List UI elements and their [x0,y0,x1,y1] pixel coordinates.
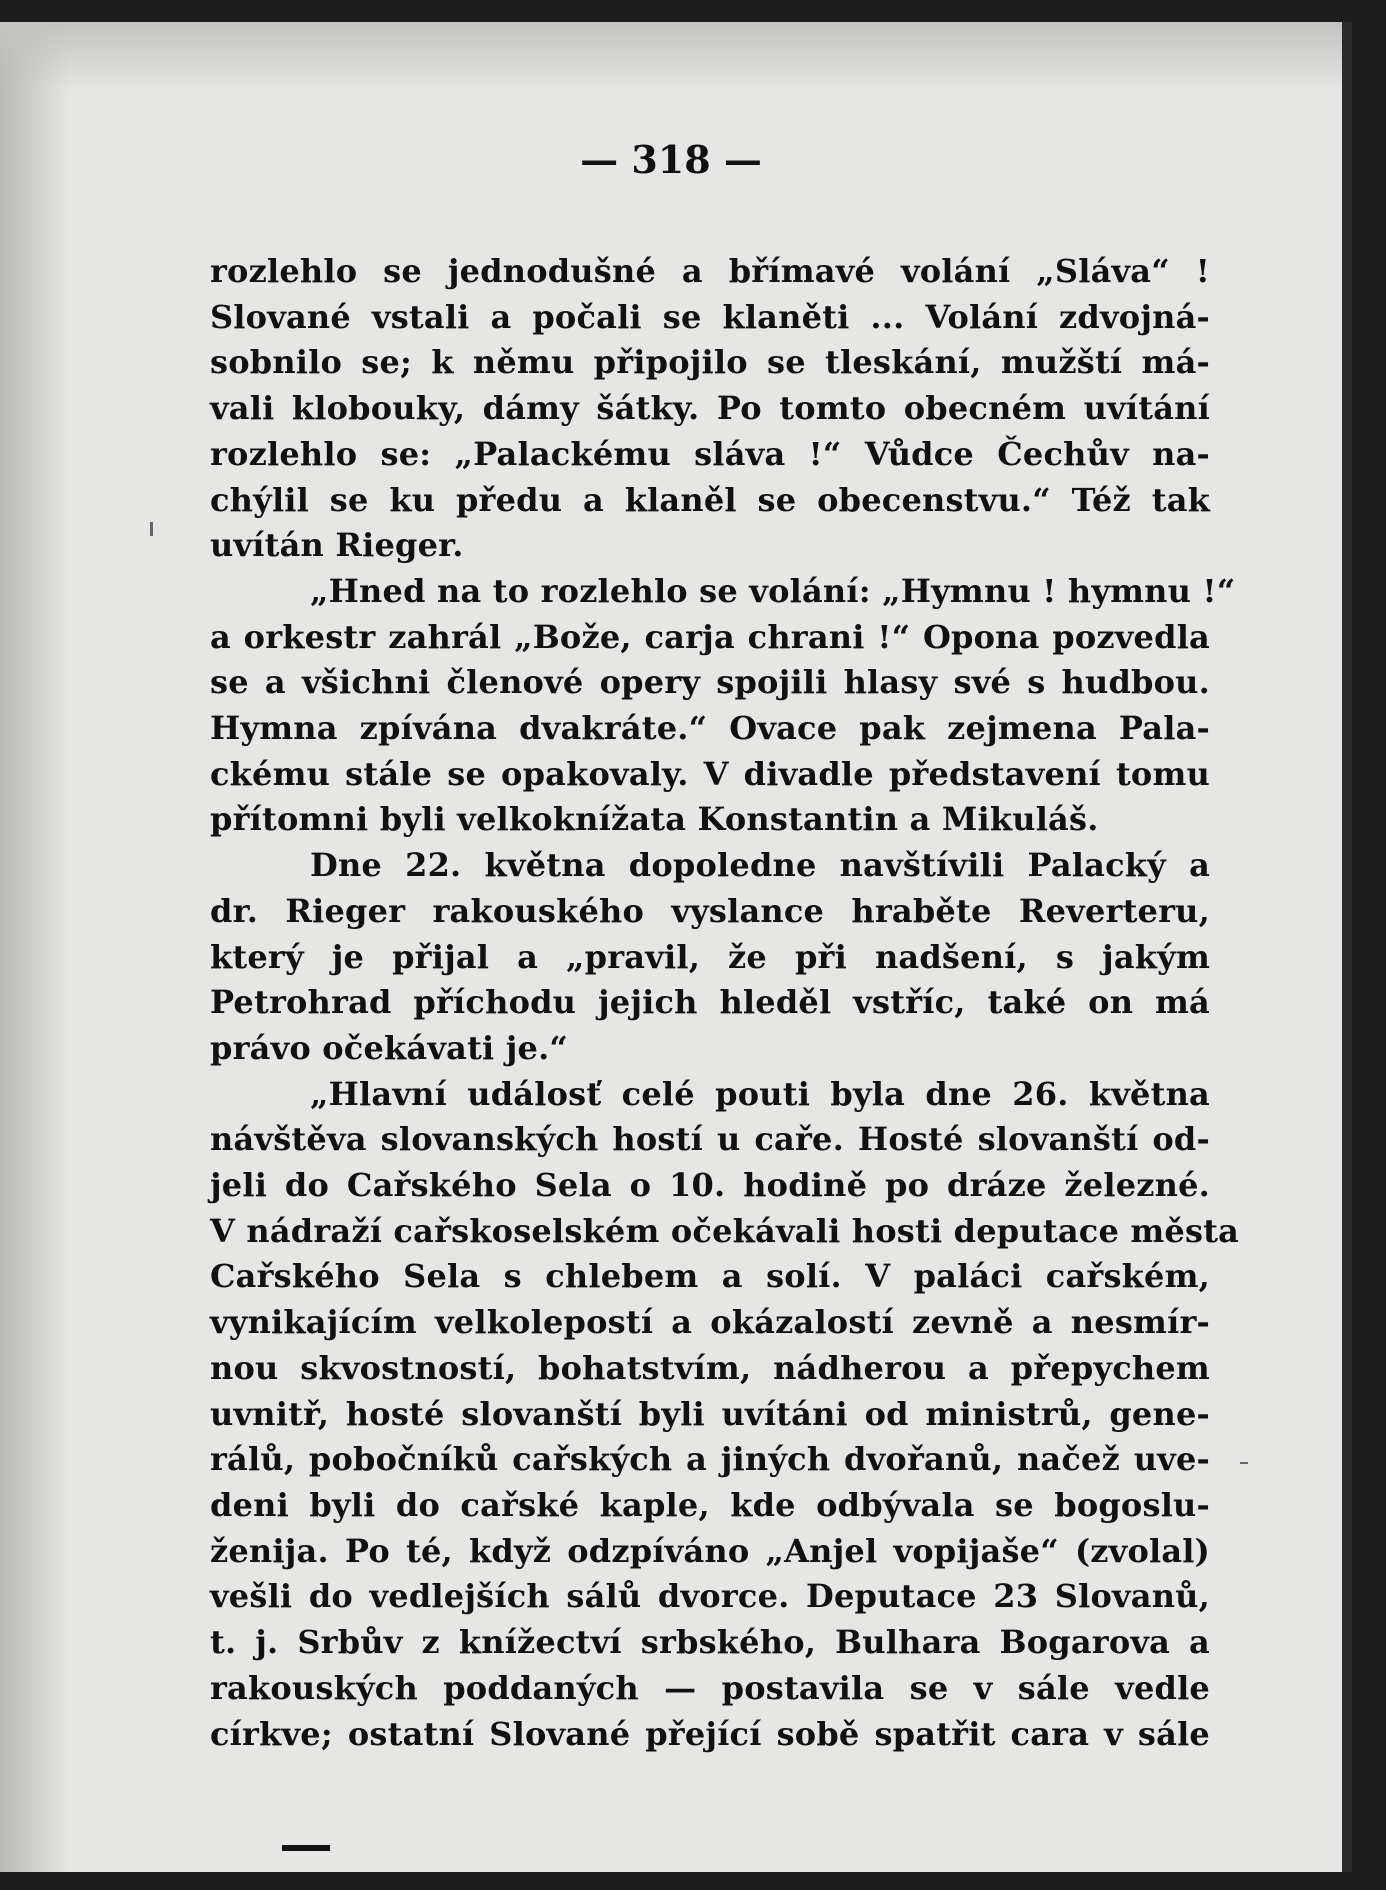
text-line: V nádraží cařskoselském očekávali hosti deputace města [210,1211,1240,1250]
text-line: přítomni byli velkoknížata Konstantin a Mikuláš. [210,800,1099,839]
text-line: vešli do vedlejších sálů dvorce. Deputace 23 Slovanů, [210,1577,1210,1616]
body-text [210,249,1240,1757]
paper-speck [150,522,153,536]
text-line: se a všichni členové opery spojili hlasy své s hudbou. [210,663,1210,702]
text-line: uvnitř, hosté slovanští byli uvítáni od ministrů, gene- [210,1394,1210,1433]
text-line: Cařského Sela s chlebem a solí. V paláci cařském, [210,1257,1210,1296]
page-number: — 318 — [580,137,762,182]
text-line: Dne 22. května dopoledne navštívili Palacký a [310,846,1210,885]
text-line: „Hned na to rozlehlo se volání: „Hymnu ! hymnu !“ [310,571,1236,610]
book-page [0,22,1352,1872]
text-line: „Hlavní událosť celé pouti byla dne 26. května [310,1074,1210,1113]
paper-speck [1240,1462,1248,1464]
footer-dash [282,1845,330,1851]
text-line: ckému stále se opakovaly. V divadle představení tomu [210,754,1210,793]
text-line: vynikajícím velkolepostí a okázalostí zevně a nesmír- [210,1303,1210,1342]
text-line: jeli do Cařského Sela o 10. hodině po dráze železné. [210,1166,1210,1205]
text-line: dr. Rieger rakouského vyslance hraběte Reverteru, [210,891,1210,930]
text-line: návštěva slovanských hostí u caře. Hosté slovanští od- [210,1120,1210,1159]
text-line: uvítán Rieger. [210,526,464,565]
text-line: Slované vstali a počali se klaněti ... Volání zdvojná- [210,297,1210,336]
text-line: t. j. Srbův z knížectví srbského, Bulhara Bogarova a [210,1623,1210,1662]
text-line: rozlehlo se jednodušné a břímavé volání „Sláva“ ! [210,252,1210,290]
page-top-shadow [0,22,1342,92]
text-line: rozlehlo se: „Palackému sláva !“ Vůdce Čechův na- [210,434,1210,473]
text-line: Petrohrad příchodu jejich hleděl vstříc, také on má [210,983,1210,1022]
text-line: Hymna zpívána dvakráte.“ Ovace pak zejmena Pala- [210,709,1210,748]
text-line: ženija. Po té, když odzpíváno „Anjel vopijaše“ (zvolal) [210,1531,1210,1570]
text-line: rakouských poddaných — postavila se v sále vedle [210,1668,1210,1707]
text-line: církve; ostatní Slované přející sobě spatřit cara v sále [210,1714,1210,1753]
text-line: sobnilo se; k němu připojilo se tleskání, mužští má- [210,343,1210,382]
text-line: deni byli do cařské kaple, kde odbývala se bogoslu- [210,1485,1210,1524]
text-line: a orkestr zahrál „Bože, carja chrani !“ Opona pozvedla [210,617,1210,656]
text-line: rálů, pobočníků cařských a jiných dvořanů, načež uve- [210,1440,1210,1479]
text-line: chýlil se ku předu a klaněl se obecenstvu.“ Též tak [210,480,1210,519]
text-line: nou skvostností, bohatstvím, nádherou a přepychem [210,1348,1210,1387]
text-line: který je přijal a „pravil, že při nadšení, s jakým [210,937,1210,976]
text-line: právo očekávati je.“ [210,1028,569,1067]
text-line: vali klobouky, dámy šátky. Po tomto obecném uvítání [210,389,1210,428]
page-edge-shadow [0,22,70,1872]
